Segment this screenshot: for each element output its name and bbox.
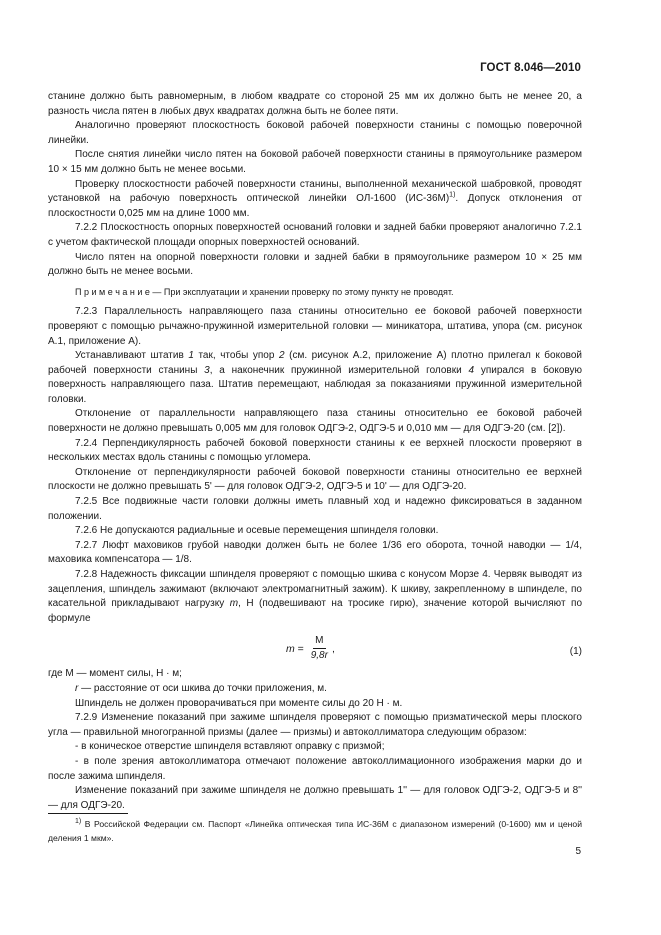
- paragraph: станине должно быть равномерным, в любом квадрате со стороной 25 мм их должно быть не менее 20, а разность числа пятен в любых двух квадратах должна быть не более пяти.: [48, 91, 582, 117]
- paragraph: Изменение показаний при зажиме шпинделя не должно превышать 1'' — для головок ОДГЭ-2, ОДГЭ-5 и 8'' — для ОДГЭ-20.: [48, 785, 582, 811]
- formula-trail: ,: [331, 642, 335, 655]
- footnote-text: В Российской Федерации см. Паспорт «Линейка оптическая типа ИС-36М с диапазоном измерений (0-1600) мм и ценой деления 1 мкм».: [48, 819, 582, 843]
- footnote-mark: 1): [75, 818, 82, 826]
- paragraph: Число пятен на опорной поверхности головки и задней бабки в прямоугольнике размером 10 × 25 мм должно быть не менее восьми.: [48, 251, 582, 278]
- page-number: 5: [575, 846, 581, 857]
- formula-equals: =: [294, 642, 307, 655]
- paragraph: Аналогично проверяют плоскостность боковой рабочей поверхности станины с помощью поверочной линейки.: [48, 120, 582, 146]
- footnote-divider: [48, 813, 128, 814]
- paragraph-text: так, чтобы упор: [193, 350, 279, 362]
- footnote: [48, 818, 582, 845]
- note: [48, 285, 582, 300]
- document-number-header: ГОСТ 8.046—2010: [480, 62, 581, 74]
- paragraph-text: Устанавливают штатив: [75, 350, 189, 362]
- list-item: - в коническое отверстие шпинделя вставляют оправку с призмой;: [75, 741, 385, 753]
- legend-text: — расстояние от оси шкива до точки приложения, м.: [78, 682, 327, 694]
- formula-1: [48, 629, 582, 665]
- clause-7-2-7: 7.2.7 Люфт маховиков грубой наводки должен быть не более 1/36 его оборота, точной наводки — 1/4, маховика компенсатора — 1/8.: [48, 539, 582, 566]
- footnote-ref[interactable]: 1): [449, 191, 456, 199]
- formula-fraction: [309, 635, 330, 662]
- formula-numerator: М: [313, 635, 325, 649]
- paragraph-text: , а наконечник пружинной измерительной головки: [209, 364, 469, 376]
- formula-number: (1): [569, 646, 582, 658]
- item-ref: 3: [204, 364, 210, 376]
- paragraph-text: 7.2.8 Надежность фиксации шпинделя проверяют с помощью шкива с конусом Морзе 4. Червяк выводят из зацепления, шпиндель зажимают (включают электромагнитный зажим). К шкиву, закрепленному в шпинделе, по касательной прикладывают нагрузку: [48, 569, 582, 610]
- clause-7-2-2: 7.2.2 Плоскостность опорных поверхностей оснований головки и задней бабки проверяют аналогично 7.2.1 с учетом фактической площади опорных поверхностей оснований.: [48, 222, 582, 248]
- clause-7-2-5: 7.2.5 Все подвижные части головки должны иметь плавный ход и надежно фиксироваться в заданном положении.: [48, 496, 582, 522]
- variable: r: [75, 682, 79, 694]
- paragraph: После снятия линейки число пятен на боковой рабочей поверхности станины в прямоугольнике размером 10 × 15 мм должно быть не менее восьми.: [48, 149, 582, 175]
- note-label: П р и м е ч а н и е: [75, 286, 150, 297]
- paragraph-text: (см. рисунок А.2, приложение А) плотно прилегал к боковой рабочей поверхности станины: [48, 350, 582, 376]
- paragraph-text: . Допуск отклонения от плоскостности 0,025 мм на длине 1000 мм.: [48, 193, 583, 219]
- formula-lhs: m: [286, 642, 295, 655]
- paragraph: Шпиндель не должен проворачиваться при моменте силы до 20 Н · м.: [75, 697, 403, 709]
- formula-denominator: 9,8r: [310, 650, 328, 662]
- paragraph: Отклонение от перпендикулярности рабочей боковой поверхности станины относительно ее верхней плоскости не должно превышать 5' — для головок ОДГЭ-2, ОДГЭ-5 и 10' — для ОДГЭ-20.: [48, 466, 582, 493]
- paragraph-text: , Н (подвешивают на тросике гирю), значение которой вычисляют по формуле: [48, 598, 582, 624]
- note-text: — При эксплуатации и хранении проверку по этому пункту не проводят.: [149, 286, 454, 297]
- formula-expression: [286, 635, 335, 662]
- clause-7-2-8: [48, 568, 582, 626]
- legend-line: [48, 682, 582, 697]
- clause-7-2-6: 7.2.6 Не допускаются радиальные и осевые перемещения шпинделя головки.: [75, 525, 439, 537]
- clause-7-2-9: 7.2.9 Изменение показаний при зажиме шпинделя проверяют с помощью призматической меры плоского угла — правильной многогранной призмы (далее — призмы) и автоколлиматора следующим образом:: [48, 712, 582, 738]
- paragraph: [48, 178, 582, 222]
- paragraph: Отклонение от параллельности направляющего паза станины относительно ее боковой рабочей поверхности не должно превышать 0,005 мм для головок ОДГЭ-2, ОДГЭ-5 и 0,010 мм — для ОДГЭ-20 (см. [2]).: [48, 408, 582, 435]
- paragraph-text: упирался в боковую поверхность направляющего паза. Штатив перемещают, наблюдая за показаниями пружинной измерительной головки.: [48, 364, 582, 405]
- paragraph-text: Проверку плоскостности рабочей поверхности станины, выполненной механической шабровкой, проводят установкой на рабочую поверхность оптической линейки ОЛ-1600 (ИС-36М): [48, 178, 582, 205]
- item-ref: 1: [188, 350, 194, 362]
- item-ref: 2: [279, 350, 285, 362]
- paragraph: [48, 349, 582, 407]
- clause-7-2-3: 7.2.3 Параллельность направляющего паза станины относительно ее боковой рабочей поверхности проверяют с помощью рычажно-пружинной измерительной головки — миникатора, штатива, упора (см. рисунок А.1, приложение А).: [48, 306, 582, 347]
- item-ref: 4: [468, 364, 475, 376]
- list-item: - в поле зрения автоколлиматора отмечают положение автоколлимационного изображения марки до и после зажима шпинделя.: [48, 755, 582, 782]
- clause-7-2-4: 7.2.4 Перпендикулярность рабочей боковой поверхности станины к ее верхней плоскости проверяют в нескольких местах вдоль станины с помощью угломера.: [48, 437, 582, 464]
- document-body: [48, 90, 582, 813]
- legend-line: где М — момент силы, Н · м;: [48, 668, 182, 680]
- variable: m: [229, 598, 239, 610]
